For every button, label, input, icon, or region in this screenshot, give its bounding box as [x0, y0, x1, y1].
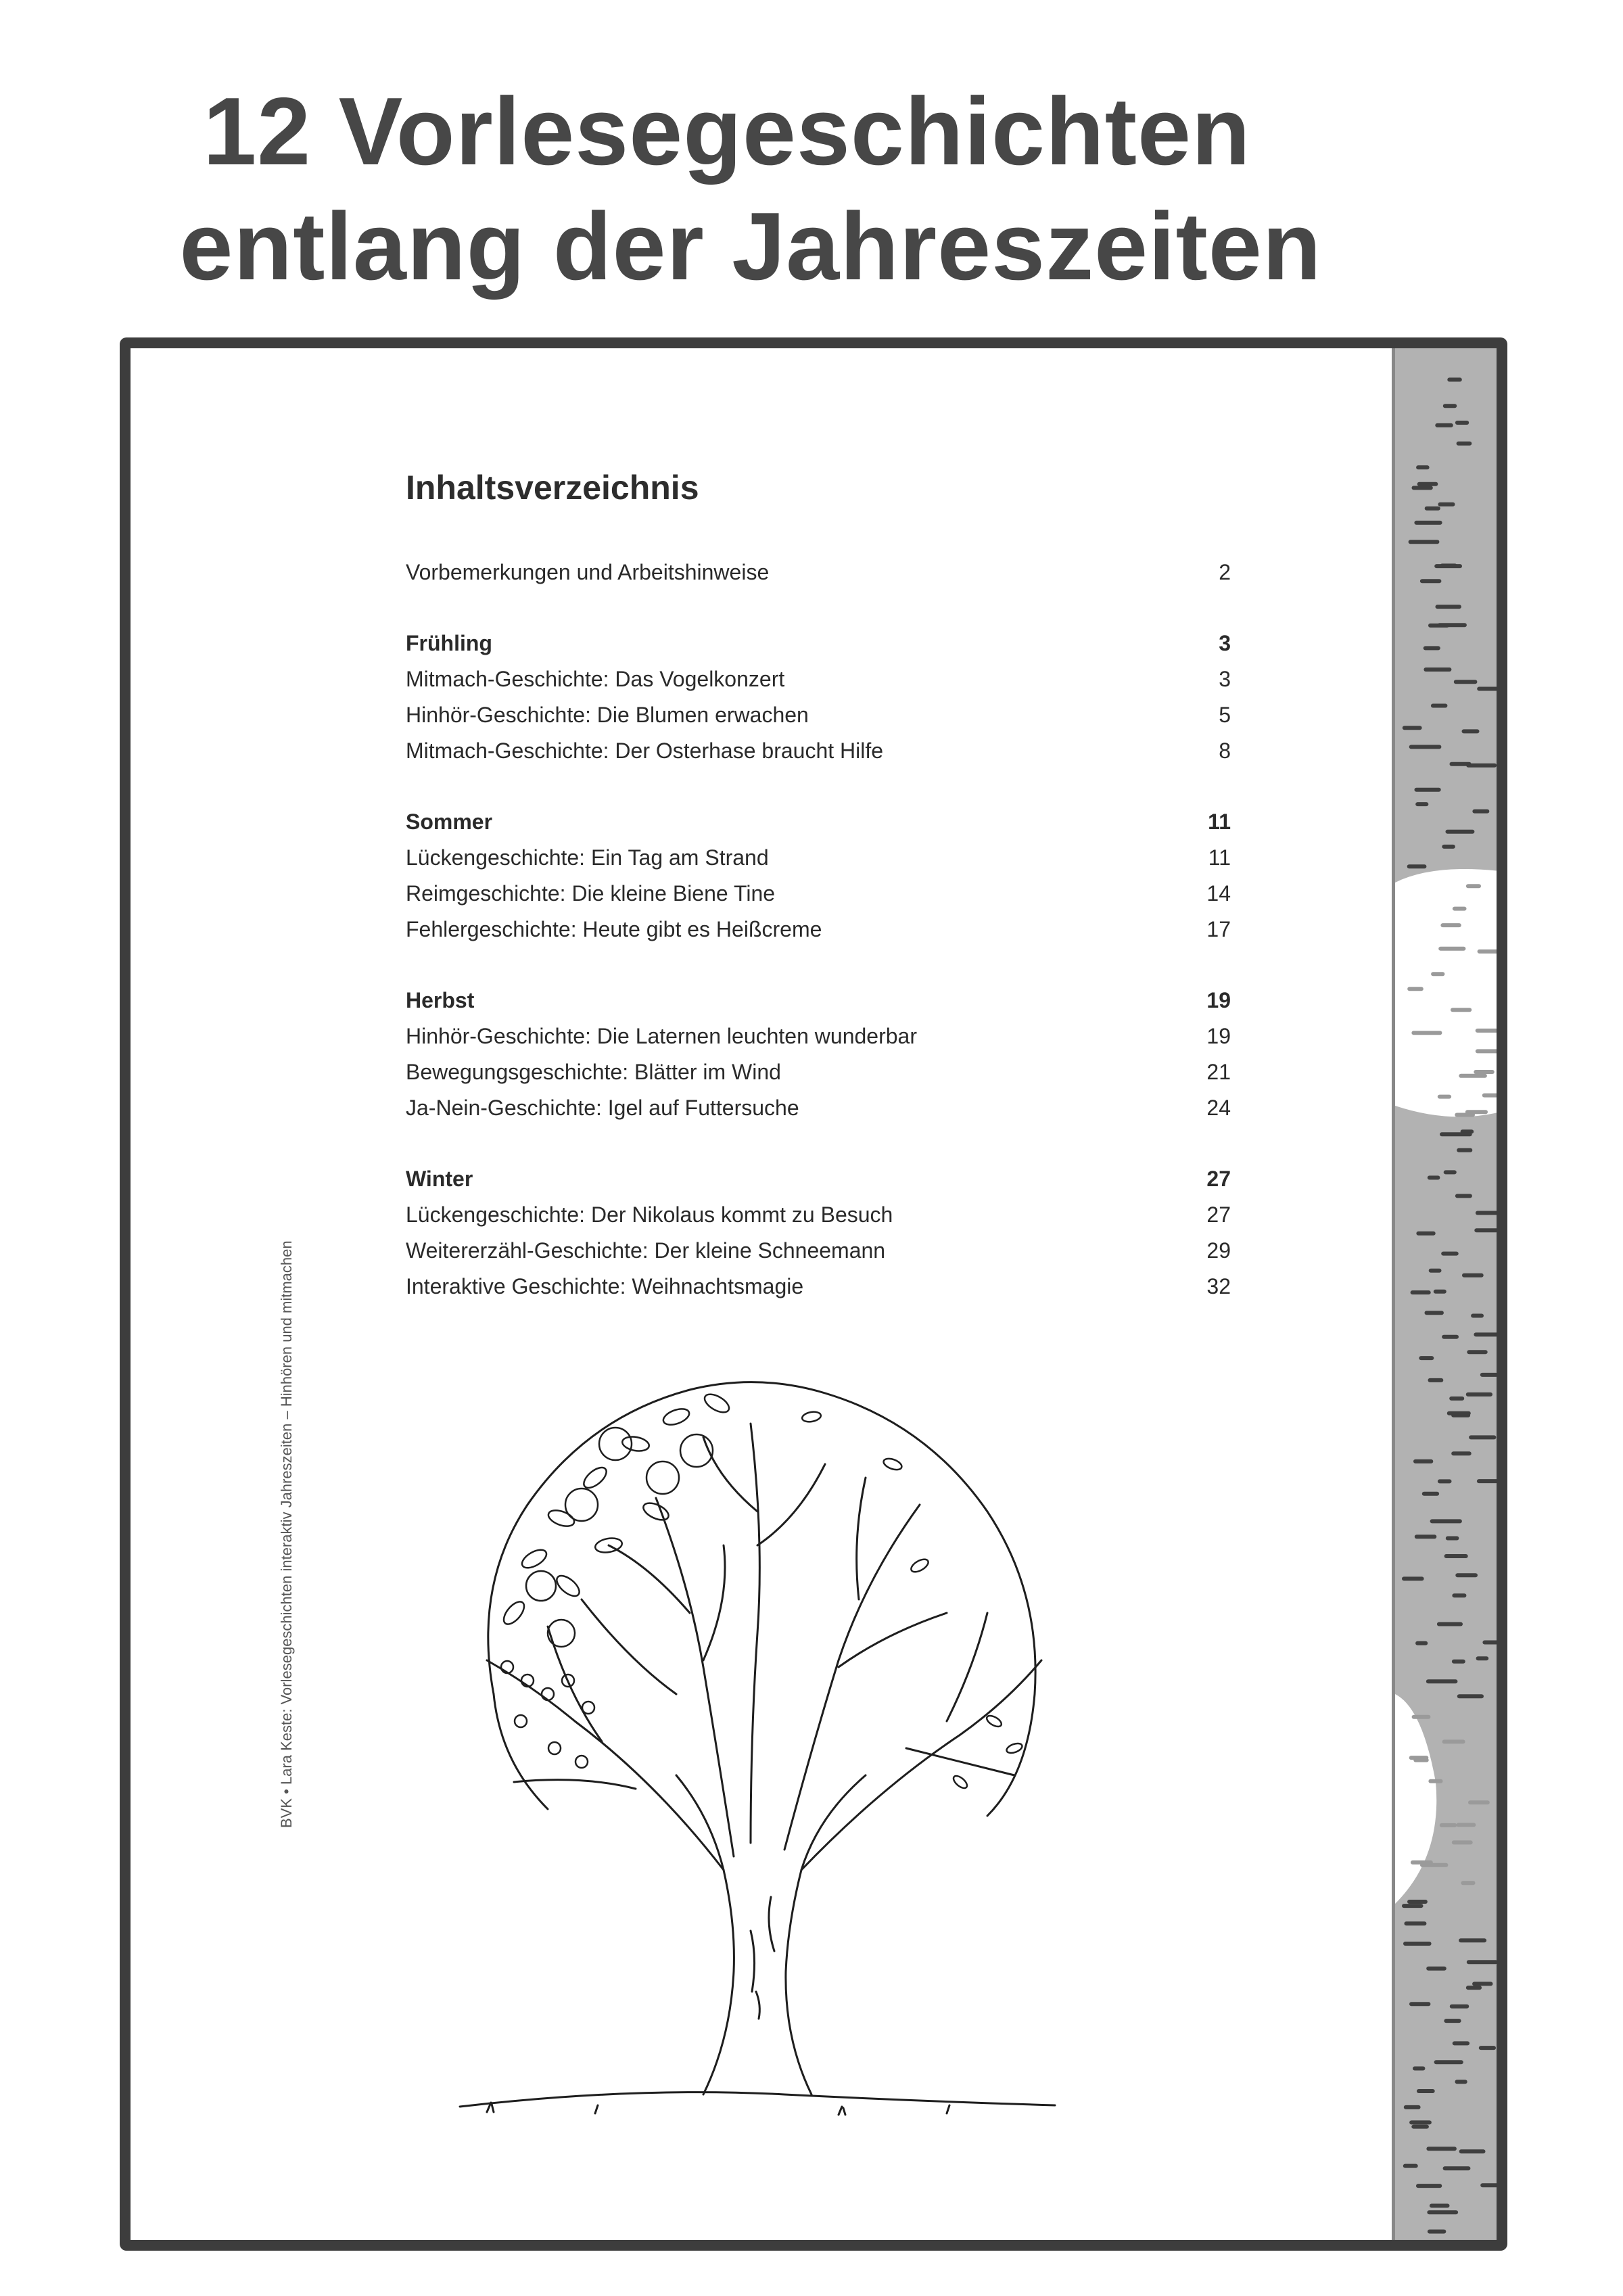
toc-entry-page: 3 [1219, 667, 1231, 691]
toc-entry-page: 27 [1206, 1202, 1231, 1227]
toc-section-page: 3 [1219, 631, 1231, 655]
toc-entry-page: 29 [1206, 1238, 1231, 1263]
toc-section-title: Sommer [406, 810, 493, 834]
toc-entry-title: Hinhör-Geschichte: Die Blumen erwachen [406, 703, 809, 727]
toc-entry-title: Reimgeschichte: Die kleine Biene Tine [406, 881, 776, 906]
toc-entry-page: 21 [1206, 1060, 1231, 1084]
toc-entry-title: Lückengeschichte: Der Nikolaus kommt zu Besuch [406, 1202, 893, 1227]
toc-entry-page: 14 [1206, 881, 1231, 906]
toc-entry[interactable] [406, 876, 1231, 912]
toc-section-page: 19 [1206, 988, 1231, 1012]
toc-entry-title: Weitererzähl-Geschichte: Der kleine Schneemann [406, 1238, 886, 1263]
toc-entry-page: 5 [1219, 703, 1231, 727]
birch-bark-icon [1395, 348, 1507, 2240]
toc-entry[interactable] [406, 1233, 1231, 1269]
toc-section-page: 27 [1206, 1167, 1231, 1191]
toc-entry-title: Fehlergeschichte: Heute gibt es Heißcreme [406, 917, 822, 941]
toc-entry-title: Bewegungsgeschichte: Blätter im Wind [406, 1060, 781, 1084]
toc-entry-title: Lückengeschichte: Ein Tag am Strand [406, 845, 769, 870]
toc-section-fruehling[interactable] [406, 626, 1231, 661]
spine-copyright-text: BVK • Lara Keste: Vorlesegeschichten interaktiv Jahreszeiten – Hinhören und mitmachen [278, 1240, 295, 1828]
toc-entry[interactable] [406, 1269, 1231, 1305]
toc-entry-title: Mitmach-Geschichte: Das Vogelkonzert [406, 667, 785, 691]
toc-entry[interactable] [406, 697, 1231, 733]
toc-section-title: Herbst [406, 988, 475, 1012]
toc-entry-title: Mitmach-Geschichte: Der Osterhase braucht Hilfe [406, 739, 884, 763]
toc-entry-page: 17 [1206, 917, 1231, 941]
cover-title-line-1: 12 Vorlesegeschichten [203, 78, 1251, 185]
toc-entry[interactable] [406, 1054, 1231, 1090]
toc-entry[interactable] [406, 733, 1231, 769]
toc-section-sommer[interactable] [406, 804, 1231, 840]
toc-entry-title: Hinhör-Geschichte: Die Laternen leuchten wunderbar [406, 1024, 917, 1048]
toc-entry-title: Interaktive Geschichte: Weihnachtsmagie [406, 1274, 804, 1298]
toc-heading: Inhaltsverzeichnis [406, 469, 699, 507]
cover-title [0, 74, 1623, 304]
toc-entry-title: Ja-Nein-Geschichte: Igel auf Futtersuche [406, 1096, 799, 1120]
cover-title-line-2: entlang der Jahreszeiten [179, 193, 1322, 300]
toc-entry[interactable] [406, 1018, 1231, 1054]
toc-entry-title: Vorbemerkungen und Arbeitshinweise [406, 560, 770, 584]
toc-section-winter[interactable] [406, 1161, 1231, 1197]
toc-entry[interactable] [406, 912, 1231, 947]
toc-entry[interactable] [406, 840, 1231, 876]
toc-entry-page: 24 [1206, 1096, 1231, 1120]
toc-section-page: 11 [1208, 810, 1231, 834]
toc-section-title: Winter [406, 1167, 473, 1191]
table-of-contents [406, 555, 1231, 1305]
toc-entry[interactable] [406, 1197, 1231, 1233]
toc-entry[interactable] [406, 1090, 1231, 1126]
four-seasons-tree-icon [433, 1342, 1082, 2120]
toc-entry[interactable] [406, 661, 1231, 697]
toc-entry-page: 2 [1219, 560, 1231, 584]
birch-bark-strip [1392, 348, 1507, 2240]
toc-section-title: Frühling [406, 631, 492, 655]
toc-section-herbst[interactable] [406, 983, 1231, 1018]
toc-entry-page: 32 [1206, 1274, 1231, 1298]
toc-entry-intro[interactable] [406, 555, 1231, 590]
toc-entry-page: 19 [1206, 1024, 1231, 1048]
toc-entry-page: 8 [1219, 739, 1231, 763]
toc-entry-page: 11 [1208, 845, 1231, 870]
